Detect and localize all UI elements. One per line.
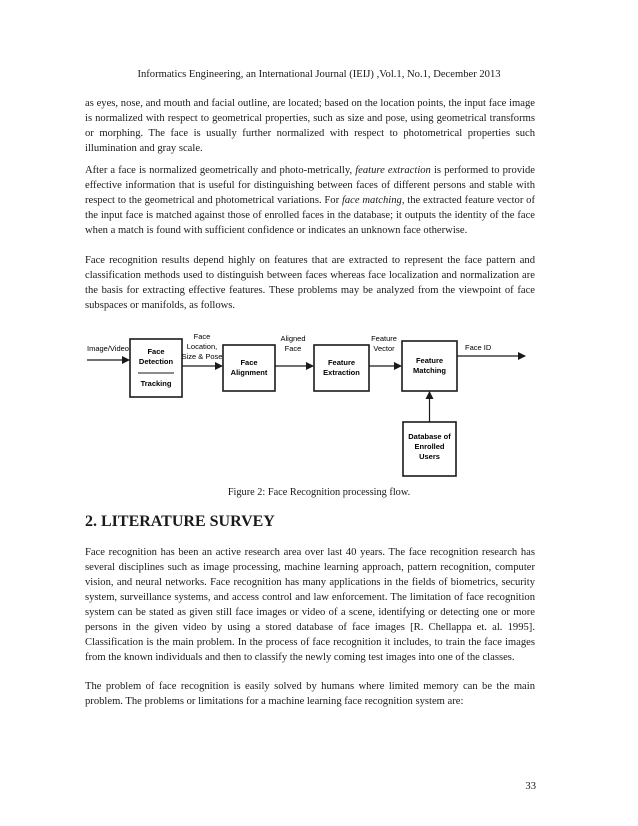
db-label-3: Users [419, 452, 440, 461]
paragraph-feature-extraction [85, 163, 535, 238]
paragraph-text: , the extracted feature vector of the input face is matched against those of enrolled faces in the database; it outputs the identity of the face when a match is found with sufficient confidence or indicates an unknown face otherwise. [85, 195, 535, 236]
running-header: Informatics Engineering, an International Journal (IEIJ) ,Vol.1, No.1, December 2013 [137, 69, 501, 80]
edge1-label-2: Location, [186, 342, 218, 351]
tracking-label: Tracking [140, 379, 172, 388]
edge1-label-3: Size & Pose [181, 352, 223, 361]
paragraph-normalization: as eyes, nose, and mouth and facial outline, are located; based on the location points, the input face image is normalized with respect to geometrical properties, such as size and pose, using geometrical transforms or morphing. The face is usually further normalized with respect to photometrical properties such illumination and gray scale. [85, 98, 535, 154]
extraction-label-1: Feature [327, 358, 356, 367]
edge3-label-1: Feature [371, 334, 397, 343]
extraction-label-2: Extraction [323, 368, 360, 377]
section-heading: 2. LITERATURE SURVEY [85, 513, 275, 530]
db-label-2: Enrolled [414, 442, 445, 451]
edge3-label-2: Vector [373, 344, 395, 353]
edge1-label-1: Face [193, 332, 211, 341]
paragraph-text: is performed to provide effective information that is useful for distinguishing between faces of different persons and stable with respect to the geometrical and photometrical variations. For [85, 165, 535, 206]
figure-caption: Figure 2: Face Recognition processing flow. [227, 487, 411, 498]
output-label: Face ID [465, 343, 492, 352]
emphasis-face-matching: face matching [341, 195, 402, 206]
emphasis-feature-extraction: feature extraction [355, 165, 431, 176]
input-label: Image/Video [87, 344, 129, 353]
detection-label-2: Detection [138, 357, 174, 366]
alignment-label-1: Face [240, 358, 258, 367]
matching-label-2: Matching [413, 366, 446, 375]
paragraph-literature: Face recognition has been an active research area over last 40 years. The face recognition research has several disciplines such as image processing, machine learning approach, pattern recognition, computer vision, and neural networks. Face recognition has many applications in the fields of biometrics, security system, surveillance systems, and access control and law enforcement. The limitation of face recognition system can be stated as given still face images or video of a scene, identifying or detecting one or more persons in the given video by using a stored database of face images [R. Chellappa et. al. 1995]. Classification is the main problem. In the process of face recognition it includes, to train the face images from the known individuals and then to classify the newly coming test images into one of the classes. [85, 547, 535, 663]
edge2-label-1: Aligned [280, 334, 306, 343]
alignment-label-2: Alignment [230, 368, 268, 377]
matching-label-1: Feature [415, 356, 444, 365]
detection-label-1: Face [147, 347, 165, 356]
page-number: 33 [525, 781, 536, 792]
db-label-1: Database of [408, 432, 451, 441]
paragraph-results: Face recognition results depend highly on features that are extracted to represent the face pattern and classification methods used to distinguish between faces whereas face localization and normalization are the basis for extracting effective features. These problems may be analyzed from the viewpoint of face subspaces or manifolds, as follows. [85, 255, 535, 311]
paragraph-problems: The problem of face recognition is easily solved by humans where limited memory can be the main problem. The problems or limitations for a machine learning face recognition system are: [85, 681, 535, 707]
face-recognition-flow-diagram [85, 330, 535, 480]
paragraph-text: After a face is normalized geometrically and photo-metrically, [85, 165, 356, 176]
edge2-label-2: Face [284, 344, 302, 353]
